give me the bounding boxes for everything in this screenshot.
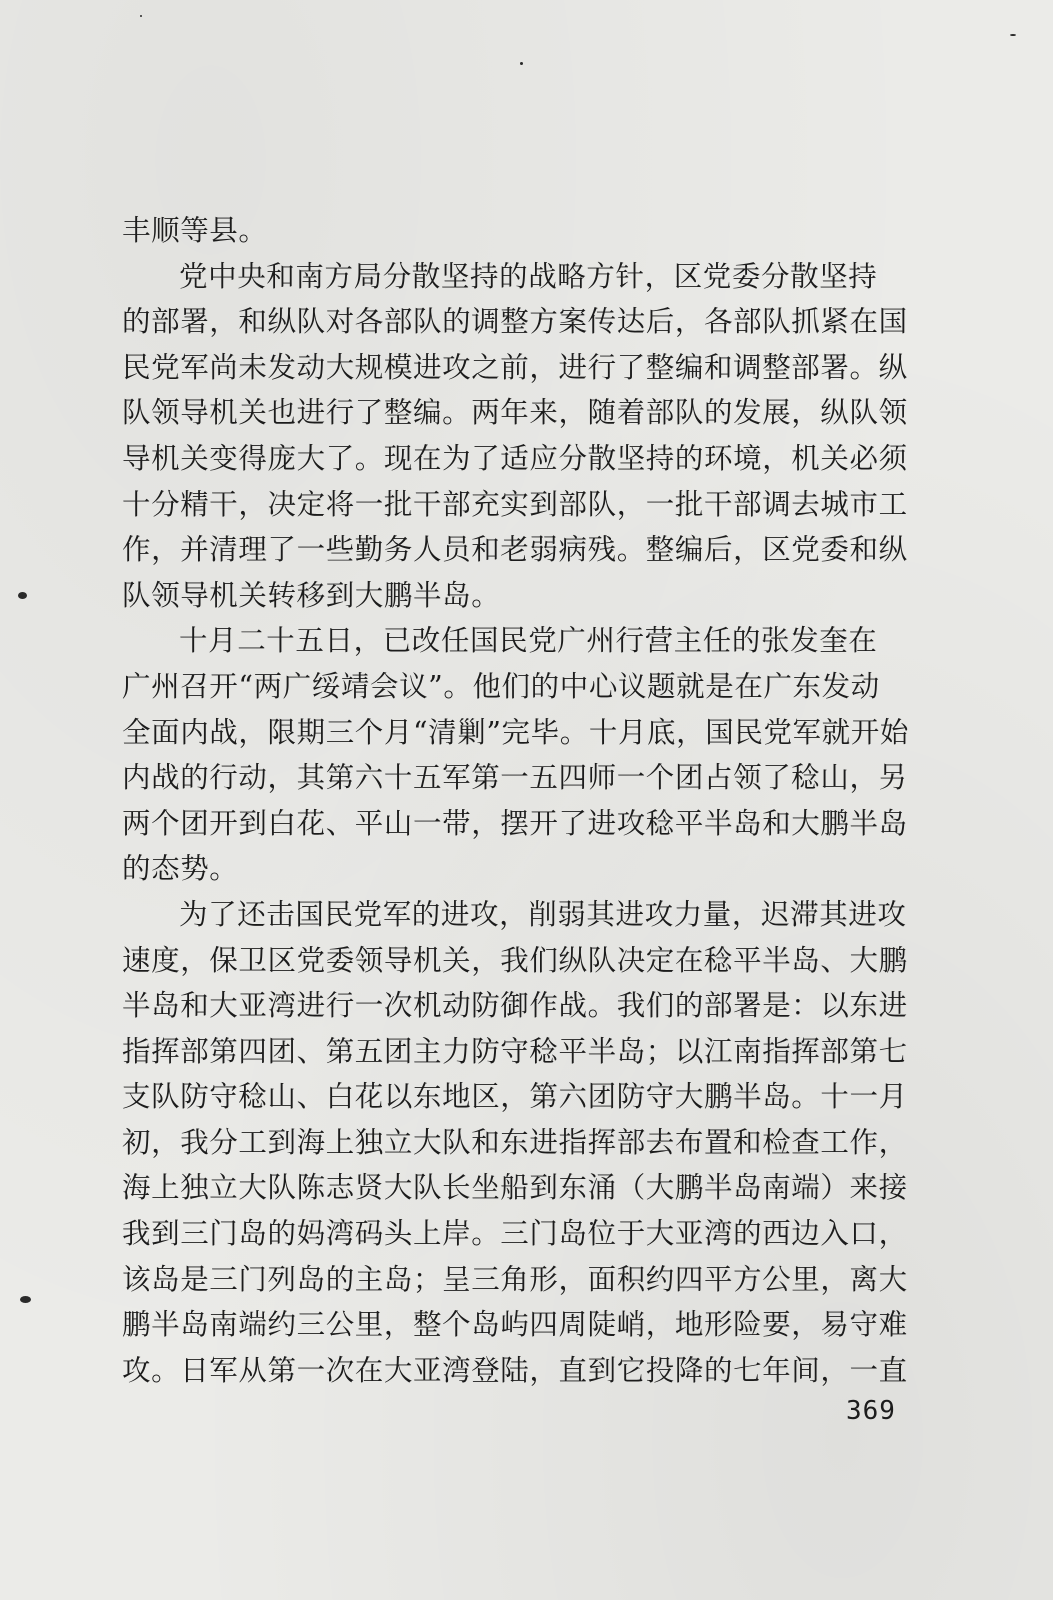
text-line: 十月二十五日，已改任国民党广州行营主任的张发奎在: [179, 624, 878, 658]
scan-speck: [18, 592, 27, 599]
text-line: 为了还击国民党军的进攻，削弱其进攻力量，迟滞其进攻: [179, 897, 907, 931]
text-line: 两个团开到白花、平山一带，摆开了进攻稔平半岛和大鹏半岛: [122, 806, 908, 840]
text-line: 十分精干，决定将一批干部充实到部队，一批干部调去城市工: [122, 487, 908, 521]
text-line: 队领导机关也进行了整编。两年来，随着部队的发展，纵队领: [122, 396, 908, 430]
text-line: 民党军尚未发动大规模进攻之前，进行了整编和调整部署。纵: [122, 350, 908, 384]
text-line: 指挥部第四团、第五团主力防守稔平半岛；以江南指挥部第七: [122, 1034, 908, 1068]
text-line: 的部署，和纵队对各部队的调整方案传达后，各部队抓紧在国: [122, 305, 908, 339]
text-line: 支队防守稔山、白花以东地区，第六团防守大鹏半岛。十一月: [122, 1080, 908, 1114]
text-line: 半岛和大亚湾进行一次机动防御作战。我们的部署是：以东进: [122, 989, 908, 1023]
text-line: 海上独立大队陈志贤大队长坐船到东涌（大鹏半岛南端）来接: [122, 1171, 908, 1205]
text-line: 的态势。: [122, 852, 239, 886]
scan-speck: [1010, 34, 1016, 36]
text-line: 丰顺等县。: [122, 214, 268, 247]
text-line: 攻。日军从第一次在大亚湾登陆，直到它投降的七年间，一直: [122, 1353, 908, 1387]
text-line: 广州召开“两广绥靖会议”。他们的中心议题就是在广东发动: [122, 669, 880, 703]
scan-speck: [520, 62, 523, 65]
text-line: 速度，保卫区党委领导机关，我们纵队决定在稔平半岛、大鹏: [122, 943, 908, 977]
text-line: 我到三门岛的妈湾码头上岸。三门岛位于大亚湾的西边入口，: [122, 1217, 908, 1251]
text-line: 全面内战，限期三个月“清剿”完毕。十月底，国民党军就开始: [122, 715, 909, 749]
text-line: 内战的行动，其第六十五军第一五四师一个团占领了稔山，另: [122, 761, 908, 795]
text-line: 鹏半岛南端约三公里，整个岛屿四周陡峭，地形险要，易守难: [122, 1308, 908, 1342]
text-line: 党中央和南方局分散坚持的战略方针，区党委分散坚持: [179, 259, 878, 293]
page-number: 369: [846, 1396, 896, 1426]
scan-speck: [20, 1296, 31, 1303]
text-line: 作，并清理了一些勤务人员和老弱病残。整编后，区党委和纵: [122, 533, 908, 567]
text-line: 该岛是三门列岛的主岛；呈三角形，面积约四平方公里，离大: [122, 1262, 908, 1296]
scan-speck: [140, 15, 142, 17]
text-line: 导机关变得庞大了。现在为了适应分散坚持的环境，机关必须: [122, 441, 908, 475]
body-text: [122, 208, 934, 1393]
text-line: 队领导机关转移到大鹏半岛。: [122, 578, 501, 612]
text-line: 初，我分工到海上独立大队和东进指挥部去布置和检查工作，: [122, 1125, 908, 1159]
